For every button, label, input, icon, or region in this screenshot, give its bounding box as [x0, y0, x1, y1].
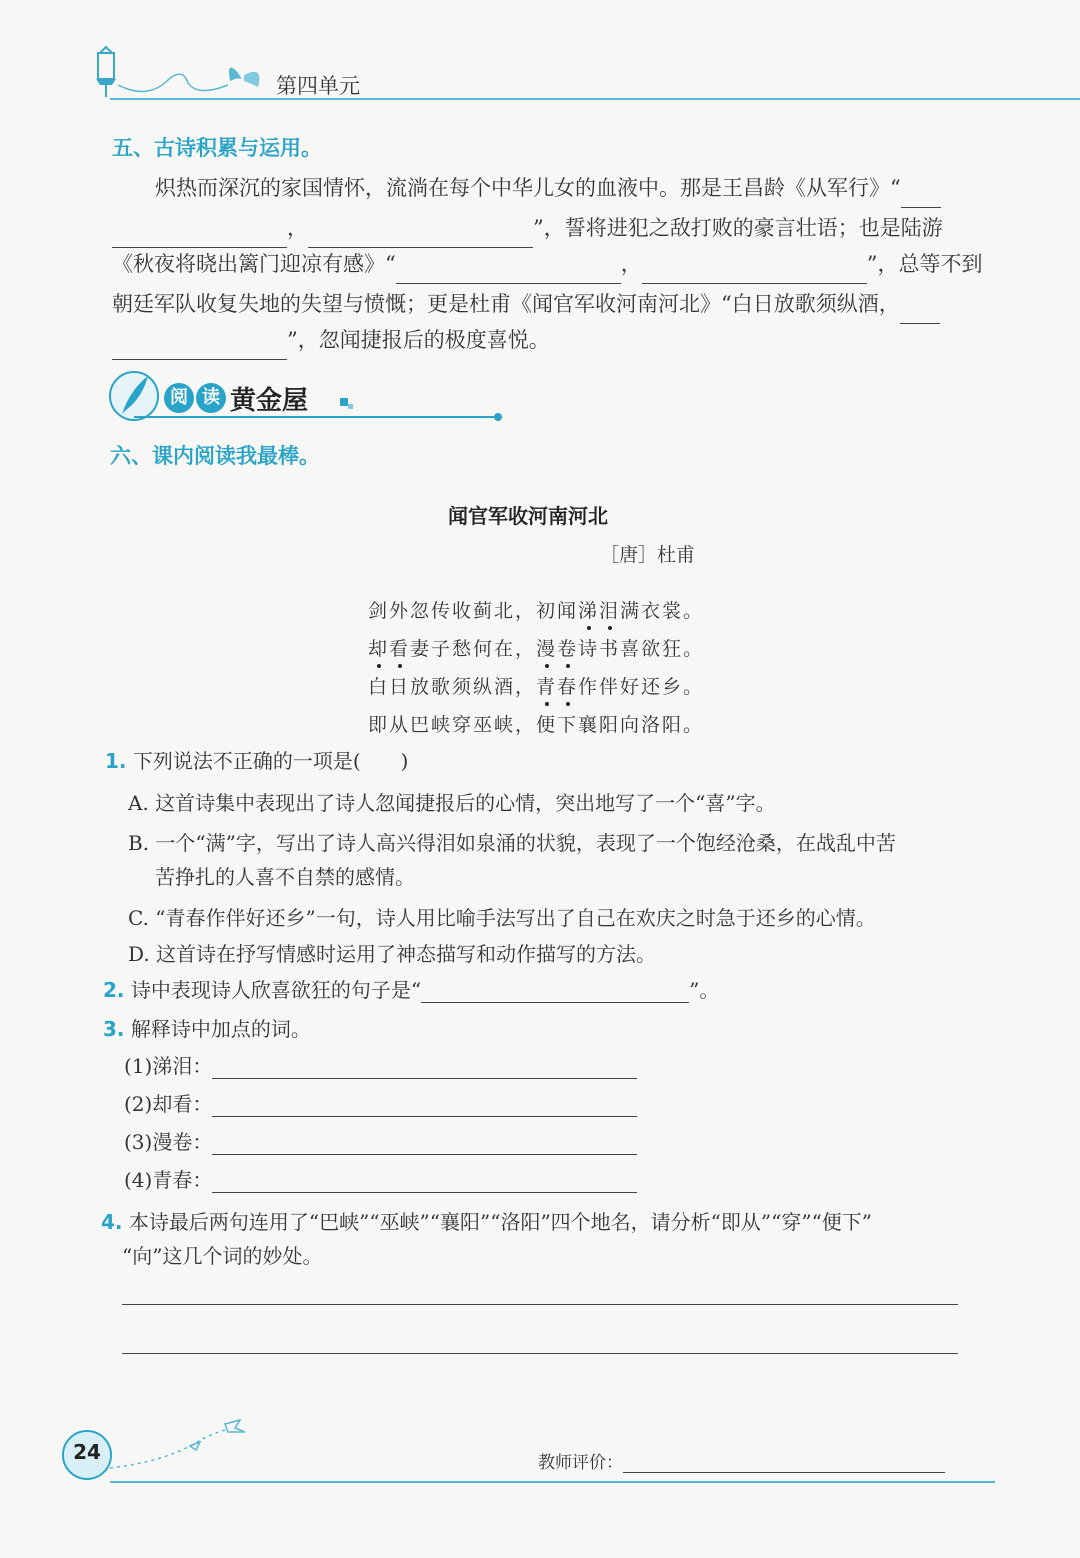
answer-blank-w4[interactable]	[212, 1168, 637, 1193]
option-c[interactable]: C. “青春作伴好还乡”一句，诗人用比喻手法写出了自己在欢庆之时急于还乡的心情。	[128, 906, 876, 930]
banner-text: 黄金屋	[230, 386, 309, 416]
question-2: 2. 诗中表现诗人欣喜欲狂的句子是“ ”。	[103, 978, 720, 1002]
blank-4[interactable]	[642, 259, 867, 284]
section6-title: 六、课内阅读我最棒。	[110, 444, 320, 468]
poem-title: 闻官军收河南河北	[448, 504, 608, 528]
answer-blank-q2[interactable]	[421, 978, 689, 1003]
section5-title: 五、古诗积累与运用。	[112, 136, 322, 160]
teacher-evaluation: 教师评价：	[538, 1448, 945, 1473]
answer-blank-w2[interactable]	[212, 1092, 637, 1117]
question-4: 4. 本诗最后两句连用了“巴峡”“巫峡”“襄阳”“洛阳”四个地名，请分析“即从”“穿”“便下”	[101, 1210, 873, 1234]
unit-title: 第四单元	[276, 74, 360, 98]
poem-line-4: 即从巴峡穿巫峡，便下襄阳向洛阳。	[368, 714, 705, 736]
word-4: (4)青春：	[124, 1164, 637, 1193]
reading-banner	[108, 370, 503, 422]
banner-char-1: 阅	[164, 383, 194, 413]
question-1: 1. 下列说法不正确的一项是( )	[105, 749, 409, 773]
word-3: (3)漫卷：	[124, 1126, 637, 1155]
poem-line-2: 却看妻子愁何在，漫卷诗书喜欲狂。	[368, 638, 705, 660]
blank-5b[interactable]	[112, 335, 287, 360]
section5-line2: ， ”，誓将进犯之敌打败的豪言壮语；也是陆游	[112, 208, 943, 248]
blank-5a[interactable]	[900, 299, 940, 324]
banner-char-2: 读	[196, 383, 226, 413]
section5-line4: 朝廷军队收复失地的失望与愤慨；更是杜甫《闻官军收河南河北》“白日放歌须纵酒，	[112, 284, 940, 324]
answer-blank-w1[interactable]	[212, 1054, 637, 1079]
blank-3[interactable]	[396, 259, 621, 284]
answer-blank-w3[interactable]	[212, 1130, 637, 1155]
section5-line3: 《秋夜将晓出篱门迎凉有感》“ ， ”，总等不到	[112, 244, 983, 284]
section5-line5: ”，忽闻捷报后的极度喜悦。	[112, 320, 550, 360]
small-bird-icon	[190, 1442, 200, 1450]
option-b-line2: 苦挣扎的人喜不自禁的感情。	[155, 865, 415, 889]
word-2: (2)却看：	[124, 1088, 637, 1117]
question-4-line2: “向”这几个词的妙处。	[122, 1244, 323, 1268]
header-divider	[110, 98, 1080, 100]
word-1: (1)涕泪：	[124, 1050, 637, 1079]
option-d[interactable]: D. 这首诗在抒写情感时运用了神态描写和动作描写的方法。	[128, 942, 657, 966]
option-a[interactable]: A. 这首诗集中表现出了诗人忽闻捷报后的心情，突出地写了一个“喜”字。	[128, 791, 776, 815]
bird-icon	[225, 1420, 245, 1432]
page-number: 24	[73, 1440, 101, 1464]
option-b-line1[interactable]: B. 一个“满”字，写出了诗人高兴得泪如泉涌的状貌，表现了一个饱经沧桑，在战乱中苦	[128, 831, 896, 855]
question-3: 3. 解释诗中加点的词。	[103, 1017, 311, 1041]
header-decoration	[88, 45, 278, 105]
answer-line-q4-1[interactable]	[122, 1304, 958, 1305]
blank-1a[interactable]	[901, 183, 941, 208]
section5-line1: 炽热而深沉的家国情怀，流淌在每个中华儿女的血液中。那是王昌龄《从军行》“	[155, 168, 941, 208]
poem-line-3: 白日放歌须纵酒，青春作伴好还乡。	[368, 676, 705, 698]
answer-line-q4-2[interactable]	[122, 1353, 958, 1354]
lantern-icon	[96, 47, 116, 97]
teacher-evaluation-blank[interactable]	[623, 1454, 945, 1473]
butterfly-icon	[229, 68, 259, 87]
poem-author: ［唐］杜甫	[600, 544, 696, 566]
poem-line-1: 剑外忽传收蓟北，初闻涕泪满衣裳。	[368, 600, 705, 622]
